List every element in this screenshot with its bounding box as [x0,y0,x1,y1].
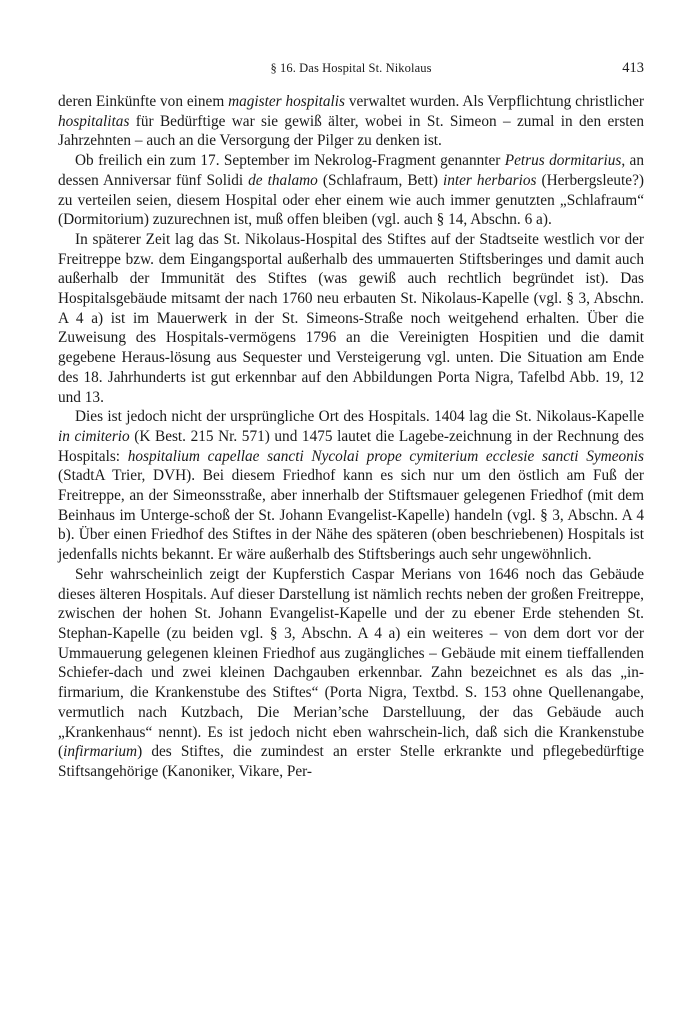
italic-term: hospitalitas [58,112,130,130]
running-title: § 16. Das Hospital St. Nikolaus [270,61,432,75]
italic-term: inter herbarios [442,171,537,189]
text-run: In späterer Zeit lag das St. Nikolaus-Hospital des Stiftes auf der Stadtseite westlich vor der Freitreppe bzw. dem Eingangsportal außerhalb des ummauerten Stiftsberinges und damit auch außerhalb der Immunität des Stiftes (was gewiß auch rechtlich begründet ist). Das Hospitalsgebäude mitsamt der nach 1760 neu erbauten St. Nikolaus-Kapelle (vgl. § 3, Abschn. A 4 a) ist im Mauerwerk in der St. Simeons-Straße noch weitgehend erhalten. Über die Zuweisung des Hospitals-vermögens 1796 an die Vereinigten Hospitien und die damit gegebene Heraus-lösung aus Sequester und Versteigerung vgl. unten. Die Situation am Ende des 18. Jahrhunderts ist gut erkennbar auf den Abbildungen Porta Nigra, Tafelbd Abb. 19, 12 und 13. [58,230,644,406]
text-run: verwaltet wurden. Als Verpflichtung christlicher [344,93,644,110]
text-run: (Schlafraum, Bett) [317,171,443,189]
text-run: ) des Stiftes, die zumindest an erster Stelle erkrankte und pflegebedürftige Stiftsangehörige (Kanoniker, Vikare, Per- [58,743,644,780]
italic-term: de thalamo [248,171,318,189]
text-run: für Bedürftige war sie gewiß älter, wobei in St. Simeon – zumal in den ersten Jahrzehnten – auch an die Versorgung der Pilger zu denken ist. [58,112,644,150]
page-number: 413 [622,60,644,76]
paragraph [58,565,644,782]
text-run: Ob freilich ein zum 17. September im Nekrolog-Fragment genannter [75,152,505,170]
text-run: (K Best. 215 Nr. 571) und 1475 lautet die Lagebe-zeichnung in der Rechnung des Hospitals: [58,427,644,465]
paragraph [58,92,644,151]
paragraph [58,151,644,230]
italic-term: infirmarium [63,743,138,761]
italic-term: in cimiterio [58,427,130,445]
text-run: Sehr wahrscheinlich zeigt der Kupferstich Caspar Merians von 1646 noch das Gebäude dieses älteren Hospitals. Auf dieser Darstellung ist nämlich rechts neben der großen Freitreppe, zwischen der hohen St. Johann Evangelist-Kapelle und der zu ebener Erde stehenden St. Stephan-Kapelle (zu beiden vgl. § 3, Abschn. A 4 a) ein weiteres – von dem dort vor der Ummauerung gelegenen kleinen Friedhof aus zugängliches – Gebäude mit einem tieffallenden Schiefer-dach und zwei kleinen Dachgauben erkennbar. Zahn bezeichnet es als das „in-firmarium, die Krankenstube des Stiftes“ (Porta Nigra, Textbd. S. 153 ohne Quellenangabe, vermutlich nach Kutzbach, Die Merian’sche Darstelluung, der das Gebäude auch „Krankenhaus“ nennt). Es ist jedoch nicht eben wahrschein-lich, daß sich die Krankenstube ( [58,565,644,761]
text-run: (StadtA Trier, DVH). Bei diesem Friedhof kann es sich nur um den östlich am Fuß der Freitreppe, an der Simeonsstraße, aber innerhalb der Stiftsmauer gelegenen Friedhof (mit dem Beinhaus im Unterge-schoß der St. Johann Evangelist-Kapelle) handeln (vgl. § 3, Abschn. A 4 b). Über einen Friedhof des Stiftes in der Nähe des späteren (oben beschriebenen) Hospitals ist jedenfalls nichts bekannt. Er wäre außerhalb des Stiftsberings auch sehr ungewöhnlich. [58,467,644,564]
italic-term: hospitalium capellae sancti Nycolai prope cymiterium ecclesie sancti Symeonis [127,447,644,465]
paragraph [58,230,644,407]
paragraph [58,407,644,565]
italic-term: Petrus dormitarius [504,152,622,170]
body-text [58,92,644,782]
text-run: , an dessen Anniversar fünf Solidi [58,152,644,189]
italic-term: magister hospitalis [228,93,345,110]
text-run: (Herbergsleute?) zu verteilen seien, diesem Hospital oder eher einem wie auch immer genutzten „Schlafraum“ (Dormitorium) zuzurechnen ist, muß offen bleiben (vgl. auch § 14, Abschn. 6 a). [58,171,644,229]
text-run: Dies ist jedoch nicht der ursprüngliche Ort des Hospitals. 1404 lag die St. Nikolaus-Kapelle [75,408,644,426]
page-header [58,60,644,80]
text-run: deren Einkünfte von einem [58,93,229,110]
